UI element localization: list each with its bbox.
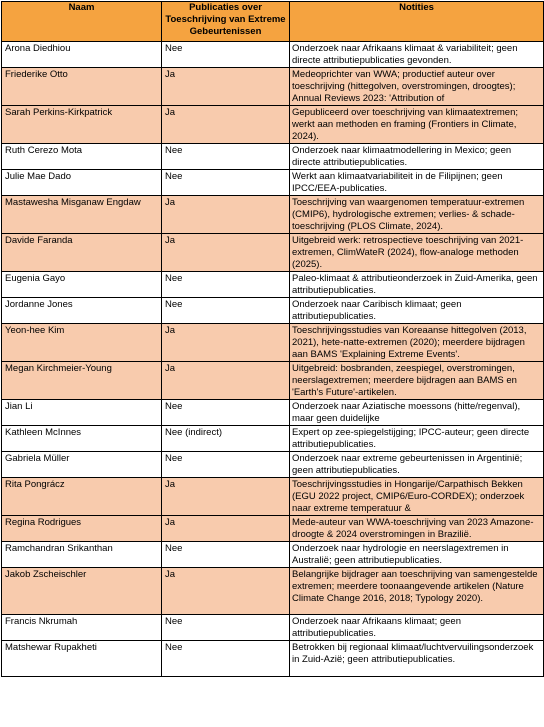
notes-cell: Toeschrijvingsstudies van Koreaanse hittegolven (2013, 2021), hete-natte-extremen (2020); meerdere bijdragen aan BAMS 'Explaining Extreme Events'.: [290, 324, 544, 362]
table-row: [2, 298, 544, 324]
notes-cell: Werkt aan klimaatvariabiliteit in de Filipijnen; geen IPCC/EEA-publicaties.: [290, 170, 544, 196]
notes-cell: Gepubliceerd over toeschrijving van klimaatextremen; werkt aan methoden en framing (Frontiers in Climate, 2024).: [290, 106, 544, 144]
table-row: [2, 106, 544, 144]
name-cell: Gabriela Müller: [2, 452, 162, 478]
table-row: [2, 234, 544, 272]
name-cell: Mastawesha Misganaw Engdaw: [2, 196, 162, 234]
notes-cell: Uitgebreid: bosbranden, zeespiegel, overstromingen, neerslagextremen; meerdere bijdragen aan BAMS en 'Earth's Future'-artikelen.: [290, 362, 544, 400]
table-row: [2, 42, 544, 68]
table-row: [2, 568, 544, 615]
header-name: Naam: [2, 2, 162, 42]
table-row: [2, 68, 544, 106]
notes-cell: Belangrijke bijdrager aan toeschrijving van samengestelde extremen; meerdere toonaangevende artikelen (Nature Climate Change 2016, 2018; Typology 2020).: [290, 568, 544, 615]
name-cell: Eugenia Gayo: [2, 272, 162, 298]
notes-cell: Onderzoek naar klimaatmodellering in Mexico; geen directe attributiepublicaties.: [290, 144, 544, 170]
name-cell: Jian Li: [2, 400, 162, 426]
publication-cell: Ja: [162, 478, 290, 516]
table-row: [2, 324, 544, 362]
notes-cell: Paleo-klimaat & attributieonderzoek in Zuid-Amerika, geen attributiepublicaties.: [290, 272, 544, 298]
table-row: [2, 272, 544, 298]
notes-cell: Onderzoek naar Afrikaans klimaat & variabiliteit; geen directe attributiepublicaties gevonden.: [290, 42, 544, 68]
publication-cell: Ja: [162, 568, 290, 615]
publication-cell: Nee: [162, 272, 290, 298]
name-cell: Ruth Cerezo Mota: [2, 144, 162, 170]
publication-cell: Ja: [162, 362, 290, 400]
notes-cell: Onderzoek naar Aziatische moessons (hitte/regenval), maar geen duidelijke: [290, 400, 544, 426]
publication-cell: Nee: [162, 298, 290, 324]
table-row: [2, 452, 544, 478]
name-cell: Friederike Otto: [2, 68, 162, 106]
header-publications: Publicaties over Toeschrijving van Extreme Gebeurtenissen: [162, 2, 290, 42]
name-cell: Kathleen McInnes: [2, 426, 162, 452]
header-row: [2, 2, 544, 42]
publication-cell: Nee: [162, 615, 290, 641]
publication-cell: Ja: [162, 324, 290, 362]
name-cell: Ramchandran Srikanthan: [2, 542, 162, 568]
publication-cell: Ja: [162, 106, 290, 144]
publication-cell: Ja: [162, 234, 290, 272]
name-cell: Rita Pongrácz: [2, 478, 162, 516]
publication-cell: Nee: [162, 641, 290, 677]
name-cell: Jakob Zscheischler: [2, 568, 162, 615]
notes-cell: Medeoprichter van WWA; productief auteur over toeschrijving (hittegolven, overstromingen, droogtes); Annual Reviews 2023: 'Attribution of: [290, 68, 544, 106]
table-row: [2, 400, 544, 426]
name-cell: Sarah Perkins-Kirkpatrick: [2, 106, 162, 144]
name-cell: Arona Diedhiou: [2, 42, 162, 68]
notes-cell: Onderzoek naar Caribisch klimaat; geen attributiepublicaties.: [290, 298, 544, 324]
publication-cell: Nee: [162, 42, 290, 68]
name-cell: Matshewar Rupakheti: [2, 641, 162, 677]
notes-cell: Toeschrijving van waargenomen temperatuur-extremen (CMIP6), hydrologische extremen; verlies- & schade-toeschrijving (PLOS Climate, 2024).: [290, 196, 544, 234]
table-row: [2, 478, 544, 516]
notes-cell: Betrokken bij regionaal klimaat/luchtvervuilingsonderzoek in Zuid-Azië; geen attributiepublicaties.: [290, 641, 544, 677]
notes-cell: Onderzoek naar Afrikaans klimaat; geen attributiepublicaties.: [290, 615, 544, 641]
table-row: [2, 542, 544, 568]
notes-cell: Onderzoek naar extreme gebeurtenissen in Argentinië; geen attributiepublicaties.: [290, 452, 544, 478]
table-row: [2, 641, 544, 677]
name-cell: Davide Faranda: [2, 234, 162, 272]
publication-cell: Nee: [162, 452, 290, 478]
notes-cell: Uitgebreid werk: retrospectieve toeschrijving van 2021-extremen, ClimWateR (2024), flow-analoge methoden (2025).: [290, 234, 544, 272]
name-cell: Megan Kirchmeier-Young: [2, 362, 162, 400]
notes-cell: Toeschrijvingsstudies in Hongarije/Carpathisch Bekken (EGU 2022 project, CMIP6/Euro-CORDEX); onderzoek naar extreme temperatuur &: [290, 478, 544, 516]
name-cell: Regina Rodrigues: [2, 516, 162, 542]
table-row: [2, 615, 544, 641]
table-row: [2, 170, 544, 196]
table-header: [2, 2, 544, 42]
notes-cell: Mede-auteur van WWA-toeschrijving van 2023 Amazone-droogte & 2024 overstromingen in Brazilië.: [290, 516, 544, 542]
publication-cell: Nee: [162, 144, 290, 170]
table-row: [2, 362, 544, 400]
table-row: [2, 516, 544, 542]
table-row: [2, 196, 544, 234]
notes-cell: Expert op zee-spiegelstijging; IPCC-auteur; geen directe attributiepublicaties.: [290, 426, 544, 452]
publication-cell: Nee: [162, 400, 290, 426]
name-cell: Jordanne Jones: [2, 298, 162, 324]
name-cell: Francis Nkrumah: [2, 615, 162, 641]
publication-cell: Nee (indirect): [162, 426, 290, 452]
notes-cell: Onderzoek naar hydrologie en neerslagextremen in Australië; geen attributiepublicaties.: [290, 542, 544, 568]
table-row: [2, 426, 544, 452]
publication-cell: Ja: [162, 516, 290, 542]
publication-cell: Nee: [162, 542, 290, 568]
publication-cell: Ja: [162, 196, 290, 234]
publication-cell: Nee: [162, 170, 290, 196]
name-cell: Yeon-hee Kim: [2, 324, 162, 362]
header-notes: Notities: [290, 2, 544, 42]
table-row: [2, 144, 544, 170]
publication-cell: Ja: [162, 68, 290, 106]
table-body: [2, 42, 544, 677]
researchers-table: [1, 1, 544, 677]
name-cell: Julie Mae Dado: [2, 170, 162, 196]
